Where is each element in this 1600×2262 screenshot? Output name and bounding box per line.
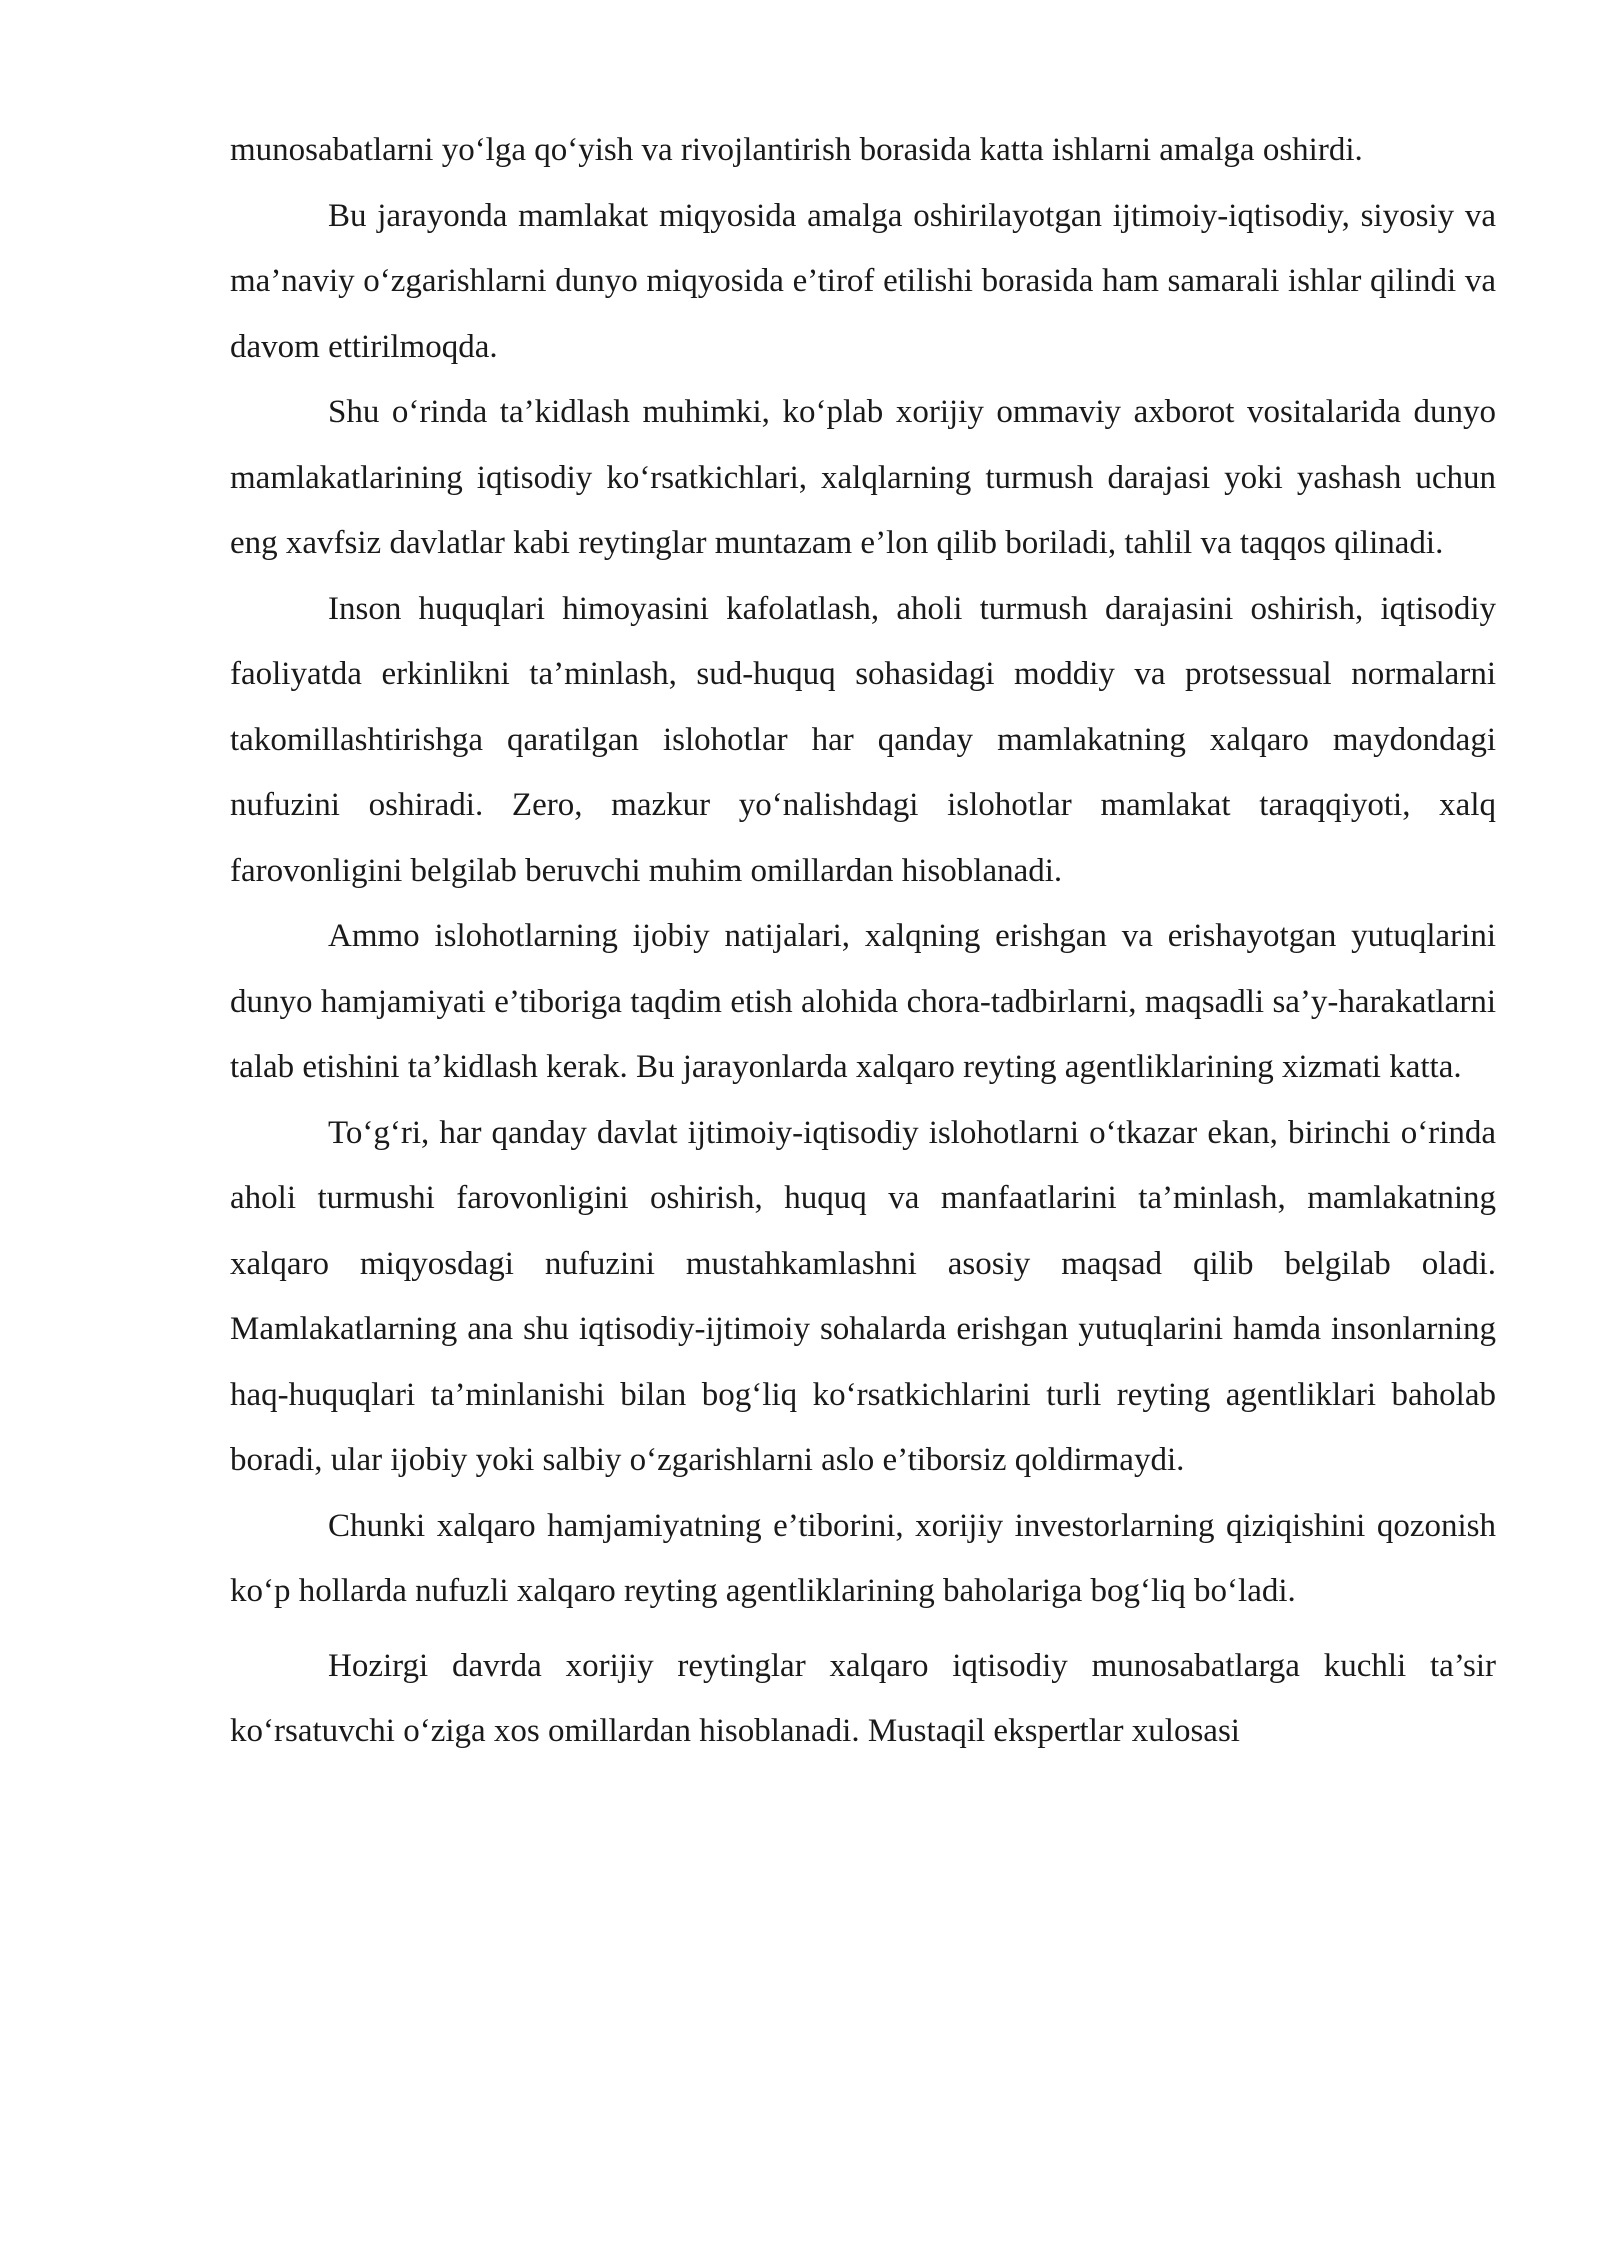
paragraph: Chunki xalqaro hamjamiyatning e’tiborini, xorijiy investorlarning qiziqishini qozonish ko‘p hollarda nufuzli xalqaro reyting agentliklarining baholariga bog‘liq bo‘ladi. — [230, 1507, 1496, 1609]
paragraph: Inson huquqlari himoyasini kafolatlash, aholi turmush darajasini oshirish, iqtisodiy faoliyatda erkinlikni ta’minlash, sud-huquq sohasidagi moddiy va protsessual normalarni takomillashtirishga qaratilgan islohotlar har qanday mamlakatning xalqaro maydondagi nufuzini oshiradi. Zero, mazkur yo‘nalishdagi islohotlar mamlakat taraqqiyoti, xalq farovonligini belgilab beruvchi muhim omillardan hisoblanadi. — [230, 590, 1496, 889]
paragraph: To‘g‘ri, har qanday davlat ijtimoiy-iqtisodiy islohotlarni o‘tkazar ekan, birinchi o‘rinda aholi turmushi farovonligini oshirish, huquq va manfaatlarini ta’minlash, mamlakatning xalqaro miqyosdagi nufuzini mustahkamlashni asosiy maqsad qilib belgilab oladi. Mamlakatlarning ana shu iqtisodiy-ijtimoiy sohalarda erishgan yutuqlarini hamda insonlarning haq-huquqlari ta’minlanishi bilan bog‘liq ko‘rsatkichlarini turli reyting agentliklari baholab boradi, ular ijobiy yoki salbiy o‘zgarishlarni aslo e’tiborsiz qoldirmaydi. — [230, 1114, 1496, 1478]
paragraph: Shu o‘rinda ta’kidlash muhimki, ko‘plab xorijiy ommaviy axborot vositalarida dunyo mamlakatlarining iqtisodiy ko‘rsatkichlari, xalqlarning turmush darajasi yoki yashash uchun eng xavfsiz davlatlar kabi reytinglar muntazam e’lon qilib boriladi, tahlil va taqqos qilinadi. — [230, 394, 1496, 561]
paragraph: Bu jarayonda mamlakat miqyosida amalga oshirilayotgan ijtimoiy-iqtisodiy, siyosiy va ma’naviy o‘zgarishlarni dunyo miqyosida e’tirof etilishi borasida ham samarali ishlar qilindi va davom ettirilmoqda. — [230, 197, 1496, 365]
paragraph-continued: munosabatlarni yo‘lga qo‘yish va rivojlantirish borasida katta ishlarni amalga oshirdi. — [230, 132, 1363, 168]
paragraph: Hozirgi davrda xorijiy reytinglar xalqaro iqtisodiy munosabatlarga kuchli ta’sir ko‘rsatuvchi o‘ziga xos omillardan hisoblanadi. Mustaqil ekspertlar xulosasi — [230, 1647, 1496, 1749]
document-page — [230, 118, 1496, 1765]
paragraph: Ammo islohotlarning ijobiy natijalari, xalqning erishgan va erishayotgan yutuqlarini dunyo hamjamiyati e’tiboriga taqdim etish alohida chora-tadbirlarni, maqsadli sa’y-harakatlarni talab etishini ta’kidlash kerak. Bu jarayonlarda xalqaro reyting agentliklarining xizmati katta. — [230, 918, 1496, 1085]
